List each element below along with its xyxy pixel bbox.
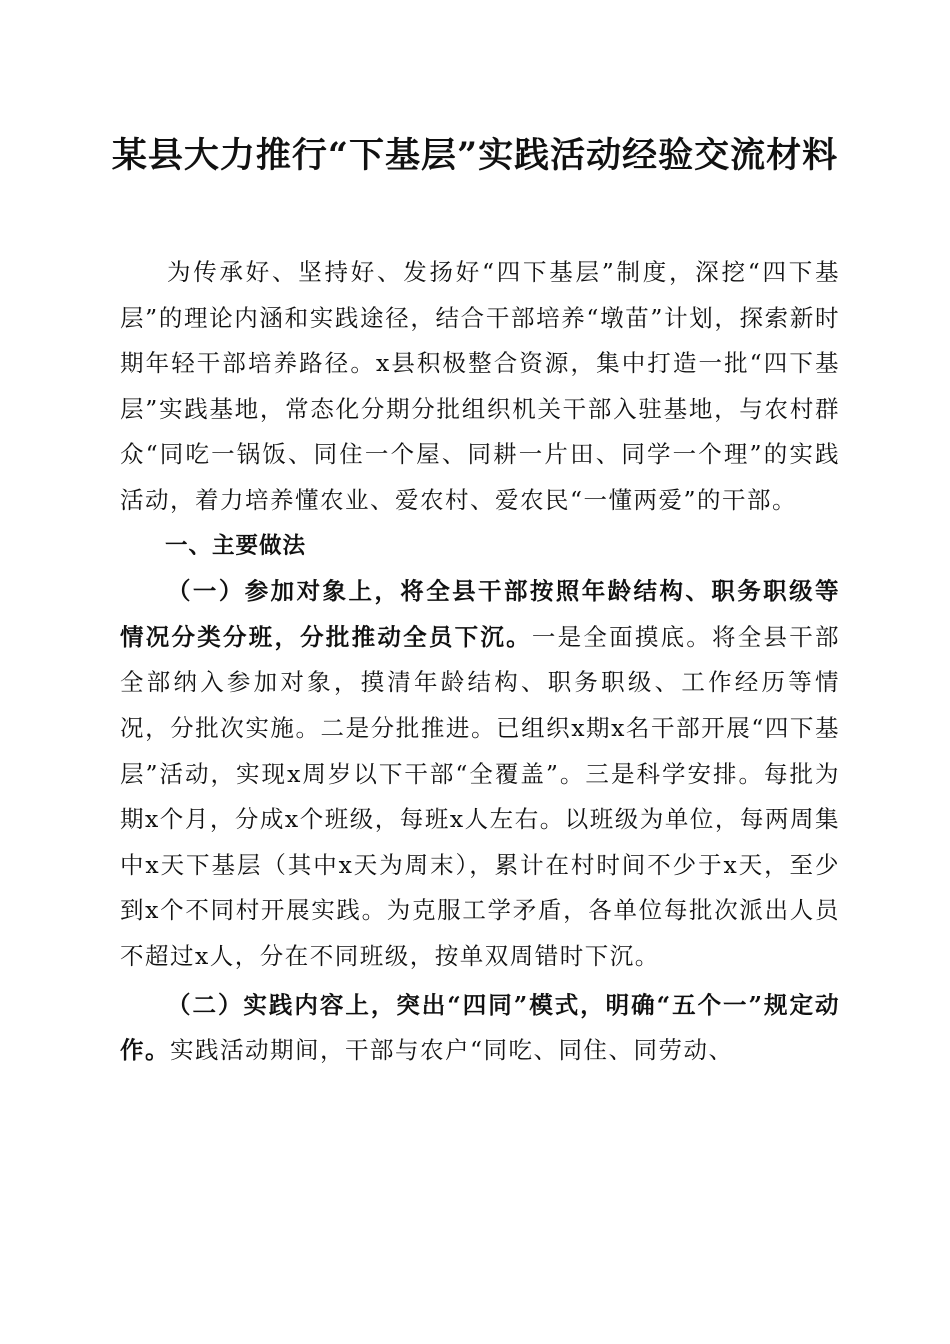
document-title: 某县大力推行“下基层”实践活动经验交流材料 <box>111 135 839 176</box>
item-1-lead: （一）参加对象上，将全县干部按照年龄结构、职务职级等情况分类分班，分批推动全员下沉。 <box>120 577 840 651</box>
item-2-lead: （二）实践内容上，突出“四同”模式，明确“五个一”规定动作。 <box>120 990 840 1065</box>
item-2-body: 实践活动期间，干部与农户“同吃、同住、同劳动、 <box>170 1036 734 1065</box>
document-body <box>120 250 840 1074</box>
item-1-body: 一是全面摸底。将全县干部全部纳入参加对象，摸清年龄结构、职务职级、工作经历等情况，分批次实施。二是分批推进。已组织x期x名干部开展“四下基层”活动，实现x周岁以下干部“全覆盖”。三是科学安排。每批为期x个月，分成x个班级，每班x人左右。以班级为单位，每两周集中x天下基层（其中x天为周末），累计在村时间不少于x天，至少到x个不同村开展实践。为克服工学矛盾，各单位每批次派出人员不超过x人，分在不同班级，按单双周错时下沉。 <box>120 622 841 970</box>
intro-paragraph: 为传承好、坚持好、发扬好“四下基层”制度，深挖“四下基层”的理论内涵和实践途径，结合干部培养“墩苗”计划，探索新时期年轻干部培养路径。x县积极整合资源，集中打造一批“四下基层”实践基地，常态化分期分批组织机关干部入驻基地，与农村群众“同吃一锅饭、同住一个屋、同耕一片田、同学一个理”的实践活动，着力培养懂农业、爱农村、爱农民“一懂两爱”的干部。 <box>120 258 840 514</box>
item-2-paragraph <box>120 983 840 1074</box>
section-heading: 一、主要做法 <box>165 532 307 559</box>
item-1-paragraph <box>120 569 840 979</box>
